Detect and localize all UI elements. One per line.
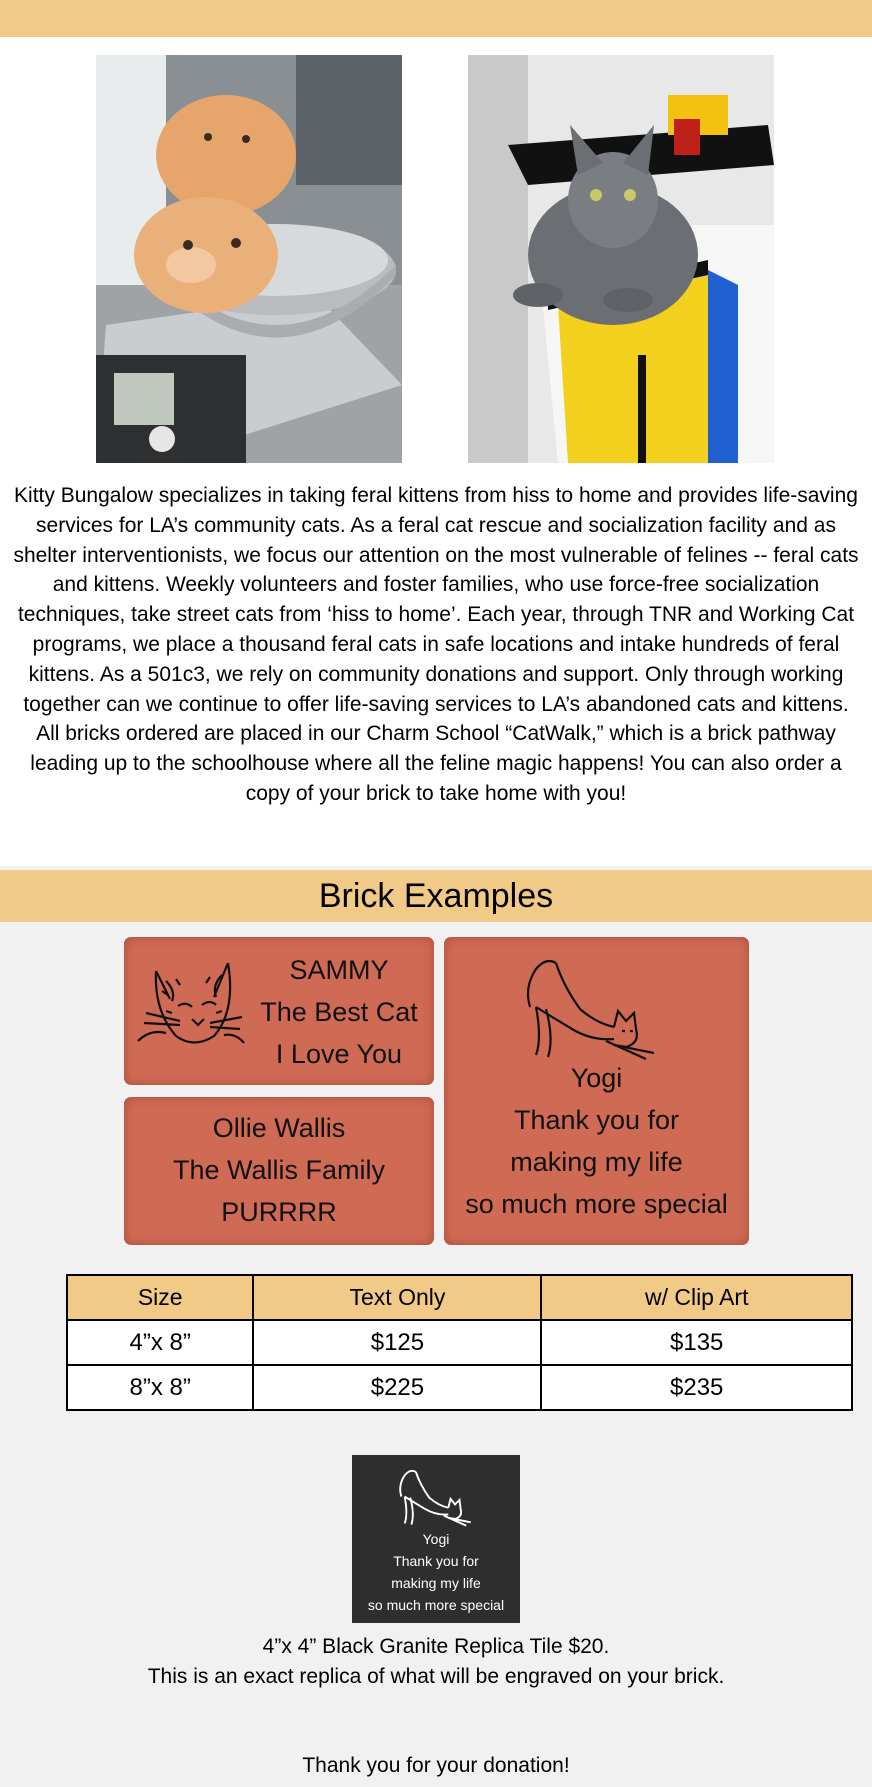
tile-caption xyxy=(0,1632,872,1692)
kittens-photo xyxy=(96,55,402,463)
tile-line3: making my life xyxy=(391,1575,481,1591)
tile-line2: Thank you for xyxy=(393,1553,479,1569)
top-accent-bar xyxy=(0,0,872,37)
brick-sammy-line2: The Best Cat xyxy=(260,997,418,1027)
granite-replica-tile xyxy=(352,1455,520,1623)
header-text-only: Text Only xyxy=(253,1275,541,1320)
header-size: Size xyxy=(67,1275,253,1320)
brick-yogi-line4: so much more special xyxy=(465,1189,728,1219)
intro-paragraph: Kitty Bungalow specializes in taking feral kittens from hiss to home and provides life-saving services for LA’s community cats. As a feral cat rescue and socialization facility and as shelter interventionists, we focus our attention on the most vulnerable of felines -- feral cats and kittens. Weekly volunteers and foster families, who use force-free socialization techniques, take street cats from ‘hiss to home’. Each year, through TNR and Working Cat programs, we place a thousand feral cats in safe locations and intake hundreds of feral kittens. As a 501c3, we rely on community donations and support. Only through working together can we continue to offer life-saving services to LA’s abandoned cats and kittens. All bricks ordered are placed in our Charm School “CatWalk,” which is a brick pathway leading up to the schoolhouse where all the feline magic happens! You can also order a copy of your brick to take home with you! xyxy=(13,484,859,805)
size-cell: 8”x 8” xyxy=(67,1365,253,1410)
text-only-price: $125 xyxy=(253,1320,541,1365)
clip-art-price: $135 xyxy=(541,1320,852,1365)
brick-ollie-line2: The Wallis Family xyxy=(172,1155,386,1185)
pricing-header-row xyxy=(67,1275,852,1320)
stretching-cat-clipart-icon xyxy=(396,1463,476,1529)
brick-yogi-line3: making my life xyxy=(510,1147,683,1177)
tile-line4: so much more special xyxy=(367,1597,505,1613)
header-clip-art: w/ Clip Art xyxy=(541,1275,852,1320)
cat-face-clipart-icon xyxy=(136,951,246,1051)
gray-cat-photo xyxy=(468,55,774,463)
brick-sammy-line3: I Love You xyxy=(275,1039,403,1069)
brick-sammy-line1: SAMMY xyxy=(289,955,389,985)
table-row xyxy=(67,1365,852,1410)
tile-caption-line1: 4”x 4” Black Granite Replica Tile $20. xyxy=(262,1635,610,1658)
brick-example-yogi xyxy=(444,937,749,1245)
clip-art-price: $235 xyxy=(541,1365,852,1410)
brick-ollie-line3: PURRRR xyxy=(221,1197,337,1227)
brick-ollie-line1: Ollie Wallis xyxy=(212,1113,346,1143)
pricing-table xyxy=(66,1274,853,1411)
brick-example-ollie xyxy=(124,1097,434,1245)
stretching-cat-clipart-icon xyxy=(522,947,662,1065)
section-title: Brick Examples xyxy=(0,870,872,922)
table-row xyxy=(67,1320,852,1365)
text-only-price: $225 xyxy=(253,1365,541,1410)
size-cell: 4”x 8” xyxy=(67,1320,253,1365)
brick-yogi-line1: Yogi xyxy=(570,1063,623,1093)
tile-caption-line2: This is an exact replica of what will be engraved on your brick. xyxy=(147,1665,725,1688)
tile-line1: Yogi xyxy=(422,1531,450,1547)
thank-you-message: Thank you for your donation! xyxy=(302,1754,570,1777)
brick-example-sammy xyxy=(124,937,434,1085)
brick-yogi-line2: Thank you for xyxy=(513,1105,680,1135)
